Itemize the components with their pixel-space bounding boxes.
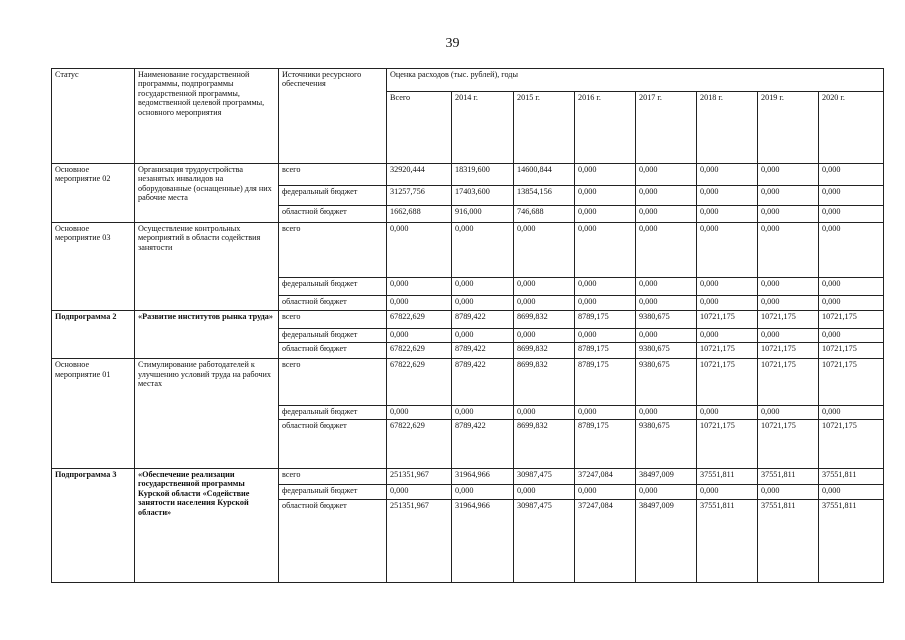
value-cell: 0,000	[819, 405, 884, 420]
program-name-cell: Осуществление контрольных мероприятий в области содействия занятости	[135, 223, 279, 311]
header-col-2020: 2020 г.	[819, 92, 884, 164]
value-cell: 0,000	[387, 277, 452, 295]
value-cell: 0,000	[819, 484, 884, 499]
value-cell: 67822,629	[387, 420, 452, 469]
program-name-cell: Организация трудоустройства незанятых инвалидов на оборудованные (оснащенные) для них рабочие места	[135, 163, 279, 222]
header-col-2015: 2015 г.	[514, 92, 575, 164]
value-cell: 10721,175	[697, 310, 758, 328]
value-cell: 13854,156	[514, 186, 575, 206]
value-cell: 0,000	[514, 405, 575, 420]
value-cell: 32920,444	[387, 163, 452, 185]
value-cell: 0,000	[636, 405, 697, 420]
source-cell: всего	[279, 310, 387, 328]
header-row-1	[52, 69, 884, 92]
value-cell: 31257,756	[387, 186, 452, 206]
value-cell: 0,000	[758, 484, 819, 499]
value-cell: 0,000	[575, 295, 636, 310]
value-cell: 0,000	[387, 405, 452, 420]
table-row	[52, 163, 884, 185]
value-cell: 0,000	[697, 163, 758, 185]
table-row	[52, 223, 884, 278]
value-cell: 8789,422	[452, 420, 514, 469]
status-cell: Подпрограмма 3	[52, 468, 135, 582]
value-cell: 0,000	[575, 186, 636, 206]
value-cell: 0,000	[575, 223, 636, 278]
value-cell: 0,000	[387, 484, 452, 499]
source-cell: федеральный бюджет	[279, 484, 387, 499]
value-cell: 0,000	[452, 405, 514, 420]
value-cell: 0,000	[387, 328, 452, 343]
value-cell: 67822,629	[387, 343, 452, 359]
value-cell: 0,000	[758, 277, 819, 295]
value-cell: 17403,600	[452, 186, 514, 206]
value-cell: 0,000	[636, 484, 697, 499]
value-cell: 0,000	[819, 163, 884, 185]
source-cell: всего	[279, 468, 387, 484]
value-cell: 10721,175	[819, 343, 884, 359]
value-cell: 0,000	[636, 186, 697, 206]
value-cell: 8789,422	[452, 359, 514, 405]
value-cell: 0,000	[697, 206, 758, 223]
value-cell: 0,000	[819, 186, 884, 206]
value-cell: 38497,009	[636, 499, 697, 582]
value-cell: 0,000	[697, 186, 758, 206]
value-cell: 0,000	[697, 328, 758, 343]
value-cell: 0,000	[758, 328, 819, 343]
status-cell: Основное мероприятие 01	[52, 359, 135, 469]
value-cell: 10721,175	[819, 420, 884, 469]
budget-table	[51, 68, 884, 583]
value-cell: 0,000	[697, 277, 758, 295]
value-cell: 0,000	[758, 223, 819, 278]
value-cell: 37551,811	[758, 499, 819, 582]
value-cell: 10721,175	[697, 420, 758, 469]
value-cell: 0,000	[575, 163, 636, 185]
value-cell: 0,000	[452, 328, 514, 343]
table-row	[52, 468, 884, 484]
value-cell: 8699,832	[514, 359, 575, 405]
value-cell: 8789,175	[575, 420, 636, 469]
program-name-cell: Стимулирование работодателей к улучшению условий труда на рабочих местах	[135, 359, 279, 469]
value-cell: 10721,175	[697, 343, 758, 359]
value-cell: 0,000	[697, 223, 758, 278]
value-cell: 0,000	[575, 484, 636, 499]
value-cell: 0,000	[636, 328, 697, 343]
header-col-2018: 2018 г.	[697, 92, 758, 164]
header-col-2019: 2019 г.	[758, 92, 819, 164]
value-cell: 1662,688	[387, 206, 452, 223]
value-cell: 0,000	[819, 295, 884, 310]
header-name: Наименование государственной программы, подпрограммы государственной программы, ведомственной целевой программы, основного мероприятия	[135, 69, 279, 164]
value-cell: 9380,675	[636, 310, 697, 328]
table-row	[52, 310, 884, 328]
source-cell: областной бюджет	[279, 499, 387, 582]
value-cell: 746,688	[514, 206, 575, 223]
value-cell: 9380,675	[636, 420, 697, 469]
source-cell: всего	[279, 163, 387, 185]
value-cell: 0,000	[819, 328, 884, 343]
value-cell: 0,000	[819, 223, 884, 278]
value-cell: 0,000	[514, 223, 575, 278]
value-cell: 30987,475	[514, 468, 575, 484]
program-name-cell: «Развитие институтов рынка труда»	[135, 310, 279, 359]
header-status: Статус	[52, 69, 135, 164]
status-cell: Основное мероприятие 02	[52, 163, 135, 222]
value-cell: 67822,629	[387, 310, 452, 328]
value-cell: 0,000	[636, 295, 697, 310]
value-cell: 0,000	[636, 206, 697, 223]
value-cell: 67822,629	[387, 359, 452, 405]
value-cell: 0,000	[575, 206, 636, 223]
value-cell: 37551,811	[819, 468, 884, 484]
value-cell: 14600,844	[514, 163, 575, 185]
value-cell: 0,000	[575, 277, 636, 295]
status-cell: Подпрограмма 2	[52, 310, 135, 359]
header-estimate: Оценка расходов (тыс. рублей), годы	[387, 69, 884, 92]
value-cell: 916,000	[452, 206, 514, 223]
value-cell: 0,000	[452, 277, 514, 295]
value-cell: 8789,175	[575, 310, 636, 328]
value-cell: 0,000	[575, 405, 636, 420]
header-col-2014: 2014 г.	[452, 92, 514, 164]
value-cell: 10721,175	[819, 310, 884, 328]
value-cell: 31964,966	[452, 499, 514, 582]
value-cell: 10721,175	[758, 359, 819, 405]
value-cell: 0,000	[387, 295, 452, 310]
value-cell: 0,000	[758, 206, 819, 223]
value-cell: 30987,475	[514, 499, 575, 582]
source-cell: областной бюджет	[279, 343, 387, 359]
value-cell: 10721,175	[758, 343, 819, 359]
source-cell: всего	[279, 223, 387, 278]
value-cell: 0,000	[452, 223, 514, 278]
value-cell: 9380,675	[636, 359, 697, 405]
value-cell: 0,000	[514, 328, 575, 343]
header-col-2016: 2016 г.	[575, 92, 636, 164]
value-cell: 8699,832	[514, 420, 575, 469]
value-cell: 37551,811	[819, 499, 884, 582]
value-cell: 8699,832	[514, 343, 575, 359]
value-cell: 0,000	[758, 405, 819, 420]
value-cell: 0,000	[758, 163, 819, 185]
source-cell: федеральный бюджет	[279, 277, 387, 295]
source-cell: федеральный бюджет	[279, 328, 387, 343]
value-cell: 251351,967	[387, 499, 452, 582]
header-col-2017: 2017 г.	[636, 92, 697, 164]
value-cell: 37551,811	[758, 468, 819, 484]
value-cell: 10721,175	[758, 310, 819, 328]
value-cell: 0,000	[452, 484, 514, 499]
source-cell: областной бюджет	[279, 206, 387, 223]
value-cell: 10721,175	[758, 420, 819, 469]
value-cell: 0,000	[575, 328, 636, 343]
value-cell: 8789,422	[452, 310, 514, 328]
value-cell: 8789,175	[575, 359, 636, 405]
source-cell: федеральный бюджет	[279, 405, 387, 420]
value-cell: 0,000	[636, 163, 697, 185]
value-cell: 8699,832	[514, 310, 575, 328]
value-cell: 37551,811	[697, 499, 758, 582]
value-cell: 0,000	[758, 186, 819, 206]
value-cell: 0,000	[514, 295, 575, 310]
source-cell: областной бюджет	[279, 420, 387, 469]
value-cell: 37247,084	[575, 499, 636, 582]
program-name-cell: «Обеспечение реализации государственной программы Курской области «Содействие занятости населения Курской области»	[135, 468, 279, 582]
value-cell: 0,000	[514, 484, 575, 499]
source-cell: областной бюджет	[279, 295, 387, 310]
table-body	[52, 69, 884, 583]
value-cell: 37551,811	[697, 468, 758, 484]
value-cell: 31964,966	[452, 468, 514, 484]
value-cell: 8789,422	[452, 343, 514, 359]
value-cell: 0,000	[697, 295, 758, 310]
value-cell: 0,000	[387, 223, 452, 278]
value-cell: 251351,967	[387, 468, 452, 484]
value-cell: 38497,009	[636, 468, 697, 484]
status-cell: Основное мероприятие 03	[52, 223, 135, 311]
value-cell: 18319,600	[452, 163, 514, 185]
value-cell: 0,000	[636, 277, 697, 295]
source-cell: федеральный бюджет	[279, 186, 387, 206]
value-cell: 37247,084	[575, 468, 636, 484]
header-sources: Источники ресурсного обеспечения	[279, 69, 387, 164]
value-cell: 0,000	[636, 223, 697, 278]
source-cell: всего	[279, 359, 387, 405]
value-cell: 0,000	[452, 295, 514, 310]
value-cell: 10721,175	[697, 359, 758, 405]
value-cell: 0,000	[514, 277, 575, 295]
value-cell: 0,000	[758, 295, 819, 310]
page-number: 39	[445, 36, 460, 51]
value-cell: 0,000	[819, 277, 884, 295]
header-col-total: Всего	[387, 92, 452, 164]
value-cell: 9380,675	[636, 343, 697, 359]
table-row	[52, 359, 884, 405]
value-cell: 0,000	[697, 405, 758, 420]
value-cell: 0,000	[697, 484, 758, 499]
value-cell: 8789,175	[575, 343, 636, 359]
value-cell: 10721,175	[819, 359, 884, 405]
value-cell: 0,000	[819, 206, 884, 223]
